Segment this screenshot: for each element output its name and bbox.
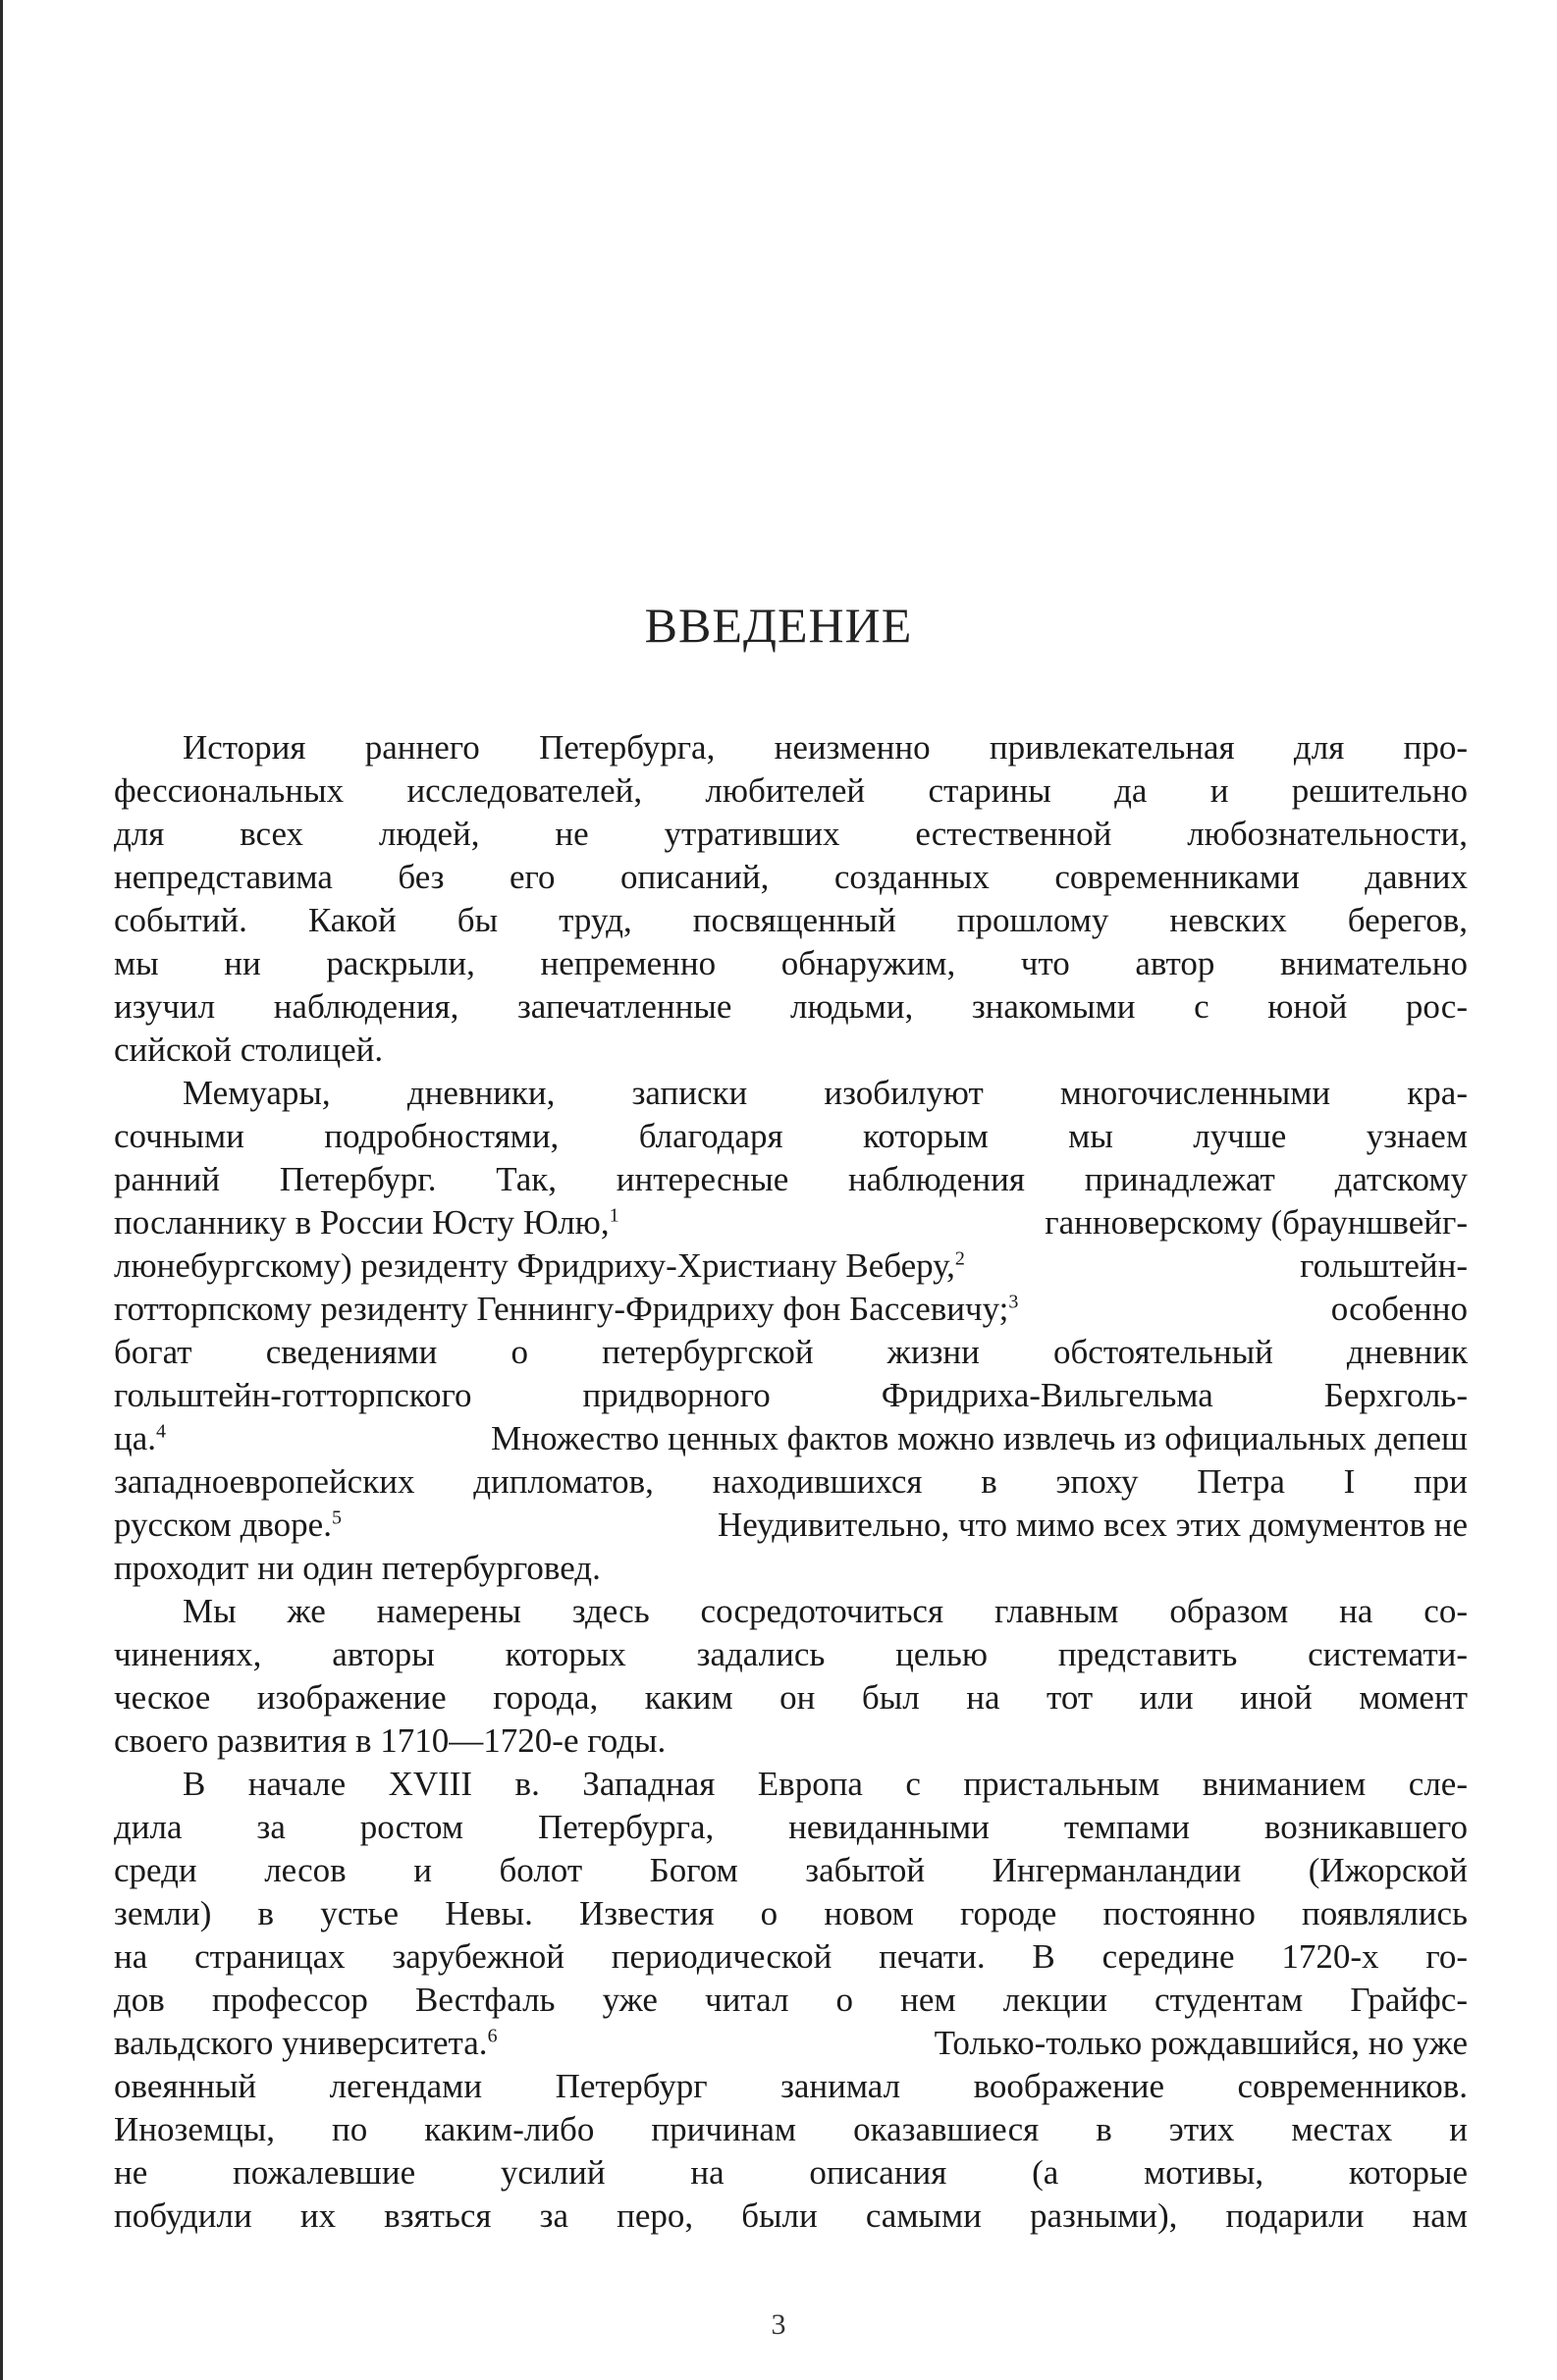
footnote-ref-3: 3 xyxy=(1008,1291,1019,1313)
page-edge xyxy=(0,0,3,2380)
text-segment: вальдского университета.$^6$ xyxy=(114,2024,498,2062)
text-line: гольштейн-готторпского придворного Фридриха-Вильгельма Берхголь- xyxy=(114,1376,1468,1414)
text-line xyxy=(114,1288,1468,1331)
text-line: дов профессор Вестфаль уже читал о нем лекции студентам Грайфс- xyxy=(114,1981,1468,2019)
text-segment: ца.$^4$ xyxy=(114,1419,167,1457)
footnote-ref-5: 5 xyxy=(331,1507,342,1529)
text-line: земли) в устье Невы. Известия о новом городе постоянно появлялись xyxy=(114,1894,1468,1932)
text-line: овеянный легендами Петербург занимал воображение современников. xyxy=(114,2067,1468,2105)
footnote-ref-6: 6 xyxy=(487,2025,498,2047)
text-segment: люнебургскому) резиденту Фридриху-Христиану Веберу,$^2$ xyxy=(114,1246,965,1285)
text-line: западноевропейских дипломатов, находившихся в эпоху Петра I при xyxy=(114,1462,1468,1501)
text-line xyxy=(114,1244,1468,1288)
text-line: сийской столицей. xyxy=(114,1031,384,1069)
text-line xyxy=(114,2022,1468,2065)
text-line: побудили их взяться за перо, были самыми разными), подарили нам xyxy=(114,2196,1468,2235)
text-segment: ганноверскому (брауншвейг- xyxy=(1045,1203,1468,1242)
text-line: проходит ни один петербурговед. xyxy=(114,1549,601,1587)
text-line: дила за ростом Петербурга, невиданными темпами возникавшего xyxy=(114,1808,1468,1846)
text-line: ческое изображение города, каким он был на тот или иной момент xyxy=(114,1678,1468,1717)
text-line: не пожалевшие усилий на описания (а мотивы, которые xyxy=(114,2153,1468,2192)
text-line: для всех людей, не утративших естественной любознательности, xyxy=(114,815,1468,853)
text-line: Иноземцы, по каким-либо причинам оказавшиеся в этих местах и xyxy=(114,2110,1468,2148)
text-segment: особенно xyxy=(1330,1290,1468,1328)
text-segment: Неудивительно, что мимо всех этих домументов не xyxy=(717,1506,1468,1544)
page-title: ВВЕДЕНИЕ xyxy=(644,598,913,653)
text-line: Мемуары, дневники, записки изобилуют многочисленными кра- xyxy=(183,1074,1468,1112)
text-line: В начале XVIII в. Западная Европа с пристальным вниманием сле- xyxy=(183,1765,1468,1803)
text-line xyxy=(114,1417,1468,1460)
text-segment: посланнику в России Юсту Юлю,$^1$ xyxy=(114,1203,619,1242)
text-line: своего развития в 1710—1720-е годы. xyxy=(114,1721,667,1760)
text-line: изучил наблюдения, запечатленные людьми, знакомыми с юной рос- xyxy=(114,987,1468,1026)
text-line: богат сведениями о петербургской жизни обстоятельный дневник xyxy=(114,1333,1468,1371)
text-segment: русском дворе.$^5$ xyxy=(114,1506,342,1544)
text-line: Мы же намерены здесь сосредоточиться главным образом на со- xyxy=(183,1592,1468,1630)
text-line: ранний Петербург. Так, интересные наблюдения принадлежат датскому xyxy=(114,1160,1468,1198)
text-line: История раннего Петербурга, неизменно привлекательная для про- xyxy=(183,728,1468,767)
text-line: событий. Какой бы труд, посвященный прошлому невских берегов, xyxy=(114,901,1468,939)
text-line: чинениях, авторы которых задались целью представить системати- xyxy=(114,1635,1468,1673)
text-segment: Только-только рождавшийся, но уже xyxy=(934,2024,1468,2062)
text-line: непредставима без его описаний, созданных современниками давних xyxy=(114,858,1468,896)
body-text xyxy=(114,726,1468,2238)
footnote-ref-4: 4 xyxy=(156,1420,167,1443)
text-line: среди лесов и болот Богом забытой Ингерманландии (Ижорской xyxy=(114,1851,1468,1889)
page-number: 3 xyxy=(771,2308,786,2341)
text-line: мы ни раскрыли, непременно обнаружим, что автор внимательно xyxy=(114,944,1468,982)
text-line: на страницах зарубежной периодической печати. В середине 1720-х го- xyxy=(114,1937,1468,1976)
text-line: сочными подробностями, благодаря которым мы лучше узнаем xyxy=(114,1117,1468,1155)
text-segment: гольштейн- xyxy=(1300,1246,1468,1285)
footnote-ref-2: 2 xyxy=(954,1247,965,1270)
text-segment: Множество ценных фактов можно извлечь из официальных депеш xyxy=(491,1419,1468,1457)
text-line: фессиональных исследователей, любителей старины да и решительно xyxy=(114,771,1468,810)
text-line xyxy=(114,1504,1468,1547)
text-line xyxy=(114,1201,1468,1244)
footnote-ref-1: 1 xyxy=(609,1204,619,1227)
text-segment: готторпскому резиденту Геннингу-Фридриху фон Бассевичу;$^3$ xyxy=(114,1290,1019,1328)
